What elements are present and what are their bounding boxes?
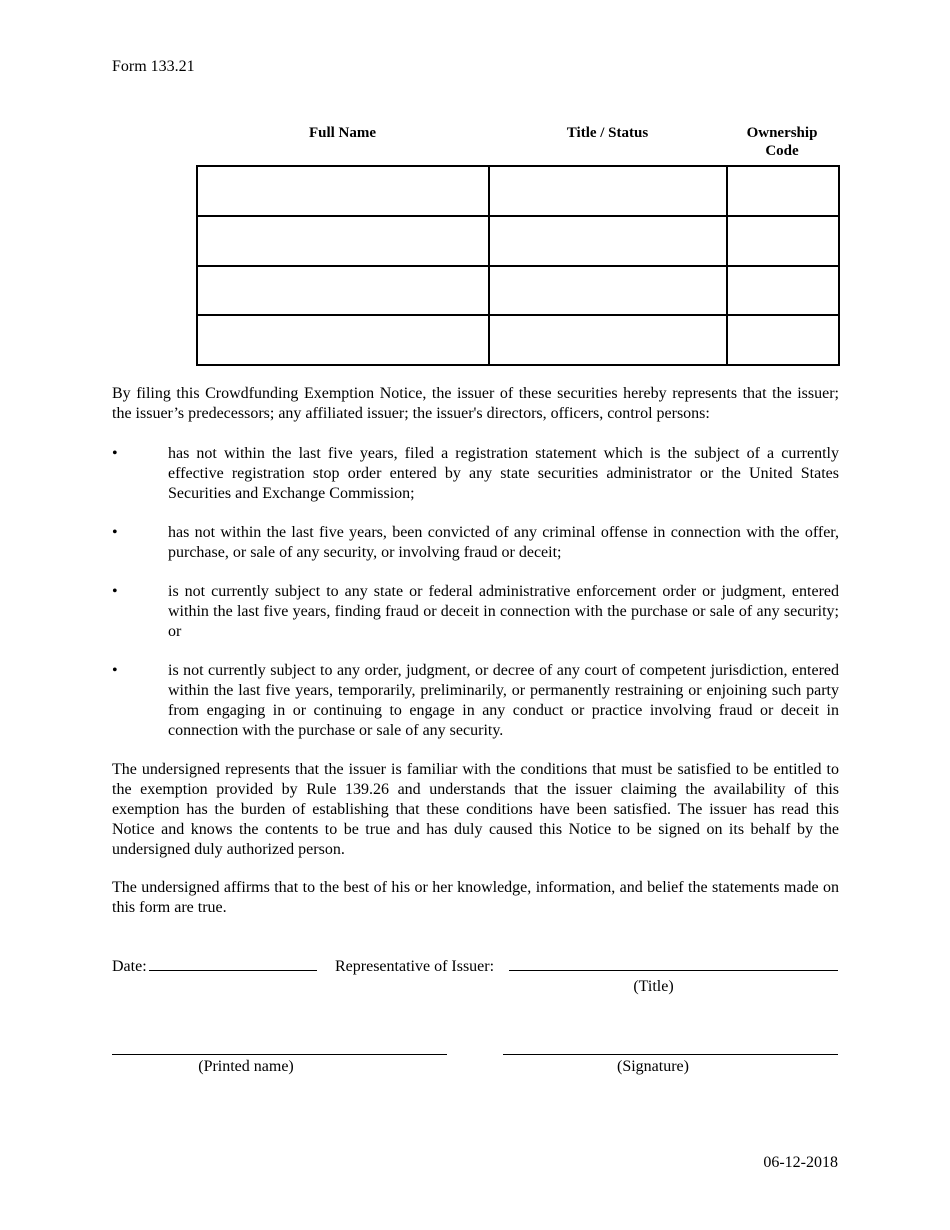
cell-ownership-code[interactable] (727, 166, 839, 216)
representative-label: Representative of Issuer: (335, 958, 495, 975)
cell-ownership-code[interactable] (727, 216, 839, 266)
date-label: Date: (112, 958, 147, 975)
list-item-text: has not within the last five years, filed a registration statement which is the subject of a currently effective registration stop order entered by any state securities administrator or the United States Securities and Exchange Commission; (168, 445, 839, 502)
table-row (197, 315, 839, 365)
cell-title-status[interactable] (489, 166, 727, 216)
cell-ownership-code[interactable] (727, 315, 839, 365)
cell-full-name[interactable] (197, 266, 489, 316)
bullet-icon: • (112, 583, 118, 600)
list-item-text: is not currently subject to any state or federal administrative enforcement order or judgment, entered within the last five years, finding fraud or deceit in connection with the purchase or sale of any security; or (168, 583, 839, 640)
list-item (112, 582, 839, 642)
cell-title-status[interactable] (489, 266, 727, 316)
column-header-ownership-line1: Ownership (746, 125, 818, 141)
printed-name-field[interactable] (112, 1054, 447, 1055)
revision-date: 06-12-2018 (763, 1154, 838, 1171)
list-item-text: has not within the last five years, been convicted of any criminal offense in connection with the offer, purchase, or sale of any security, or involving fraud or deceit; (168, 524, 839, 561)
list-item (112, 523, 839, 563)
cell-title-status[interactable] (489, 216, 727, 266)
bullet-icon: • (112, 524, 118, 541)
printed-name-caption: (Printed name) (198, 1058, 294, 1075)
affirms-paragraph: The undersigned affirms that to the best of his or her knowledge, information, and belief the statements made on this form are true. (112, 879, 839, 916)
representative-title-field[interactable] (509, 970, 838, 971)
title-caption: (Title) (633, 978, 674, 995)
list-item-text: is not currently subject to any order, judgment, or decree of any court of competent jurisdiction, entered within the last five years, temporarily, preliminarily, or permanently restraining or enjoining such party from engaging in or continuing to engage in any conduct or practice involving fraud or deceit in connection with the purchase or sale of any security. (168, 662, 839, 739)
column-header-ownership-line2: Code (765, 143, 799, 159)
cell-full-name[interactable] (197, 216, 489, 266)
list-item (112, 661, 839, 741)
column-header-title-status: Title / Status (566, 125, 649, 141)
column-header-full-name: Full Name (308, 125, 377, 141)
bullet-icon: • (112, 662, 118, 679)
represents-paragraph: The undersigned represents that the issuer is familiar with the conditions that must be satisfied to be entitled to the exemption provided by Rule 139.26 and understands that the issuer claiming the availability of this exemption has the burden of establishing that these conditions have been satisfied. The issuer has read this Notice and knows the contents to be true and has duly caused this Notice to be signed on its behalf by the undersigned duly authorized person. (112, 761, 839, 858)
signature-field[interactable] (503, 1054, 838, 1055)
signer-table (196, 165, 840, 366)
date-field[interactable] (149, 970, 317, 971)
cell-full-name[interactable] (197, 166, 489, 216)
list-item (112, 444, 839, 504)
cell-title-status[interactable] (489, 315, 727, 365)
signature-caption: (Signature) (617, 1058, 689, 1075)
cell-ownership-code[interactable] (727, 266, 839, 316)
table-row (197, 266, 839, 316)
table-row (197, 166, 839, 216)
form-number: Form 133.21 (112, 58, 195, 75)
table-row (197, 216, 839, 266)
intro-paragraph: By filing this Crowdfunding Exemption Notice, the issuer of these securities hereby represents that the issuer; the issuer’s predecessors; any affiliated issuer; the issuer's directors, officers, control persons: (112, 385, 839, 422)
bullet-icon: • (112, 445, 118, 462)
column-header-ownership-code (727, 124, 837, 160)
cell-full-name[interactable] (197, 315, 489, 365)
